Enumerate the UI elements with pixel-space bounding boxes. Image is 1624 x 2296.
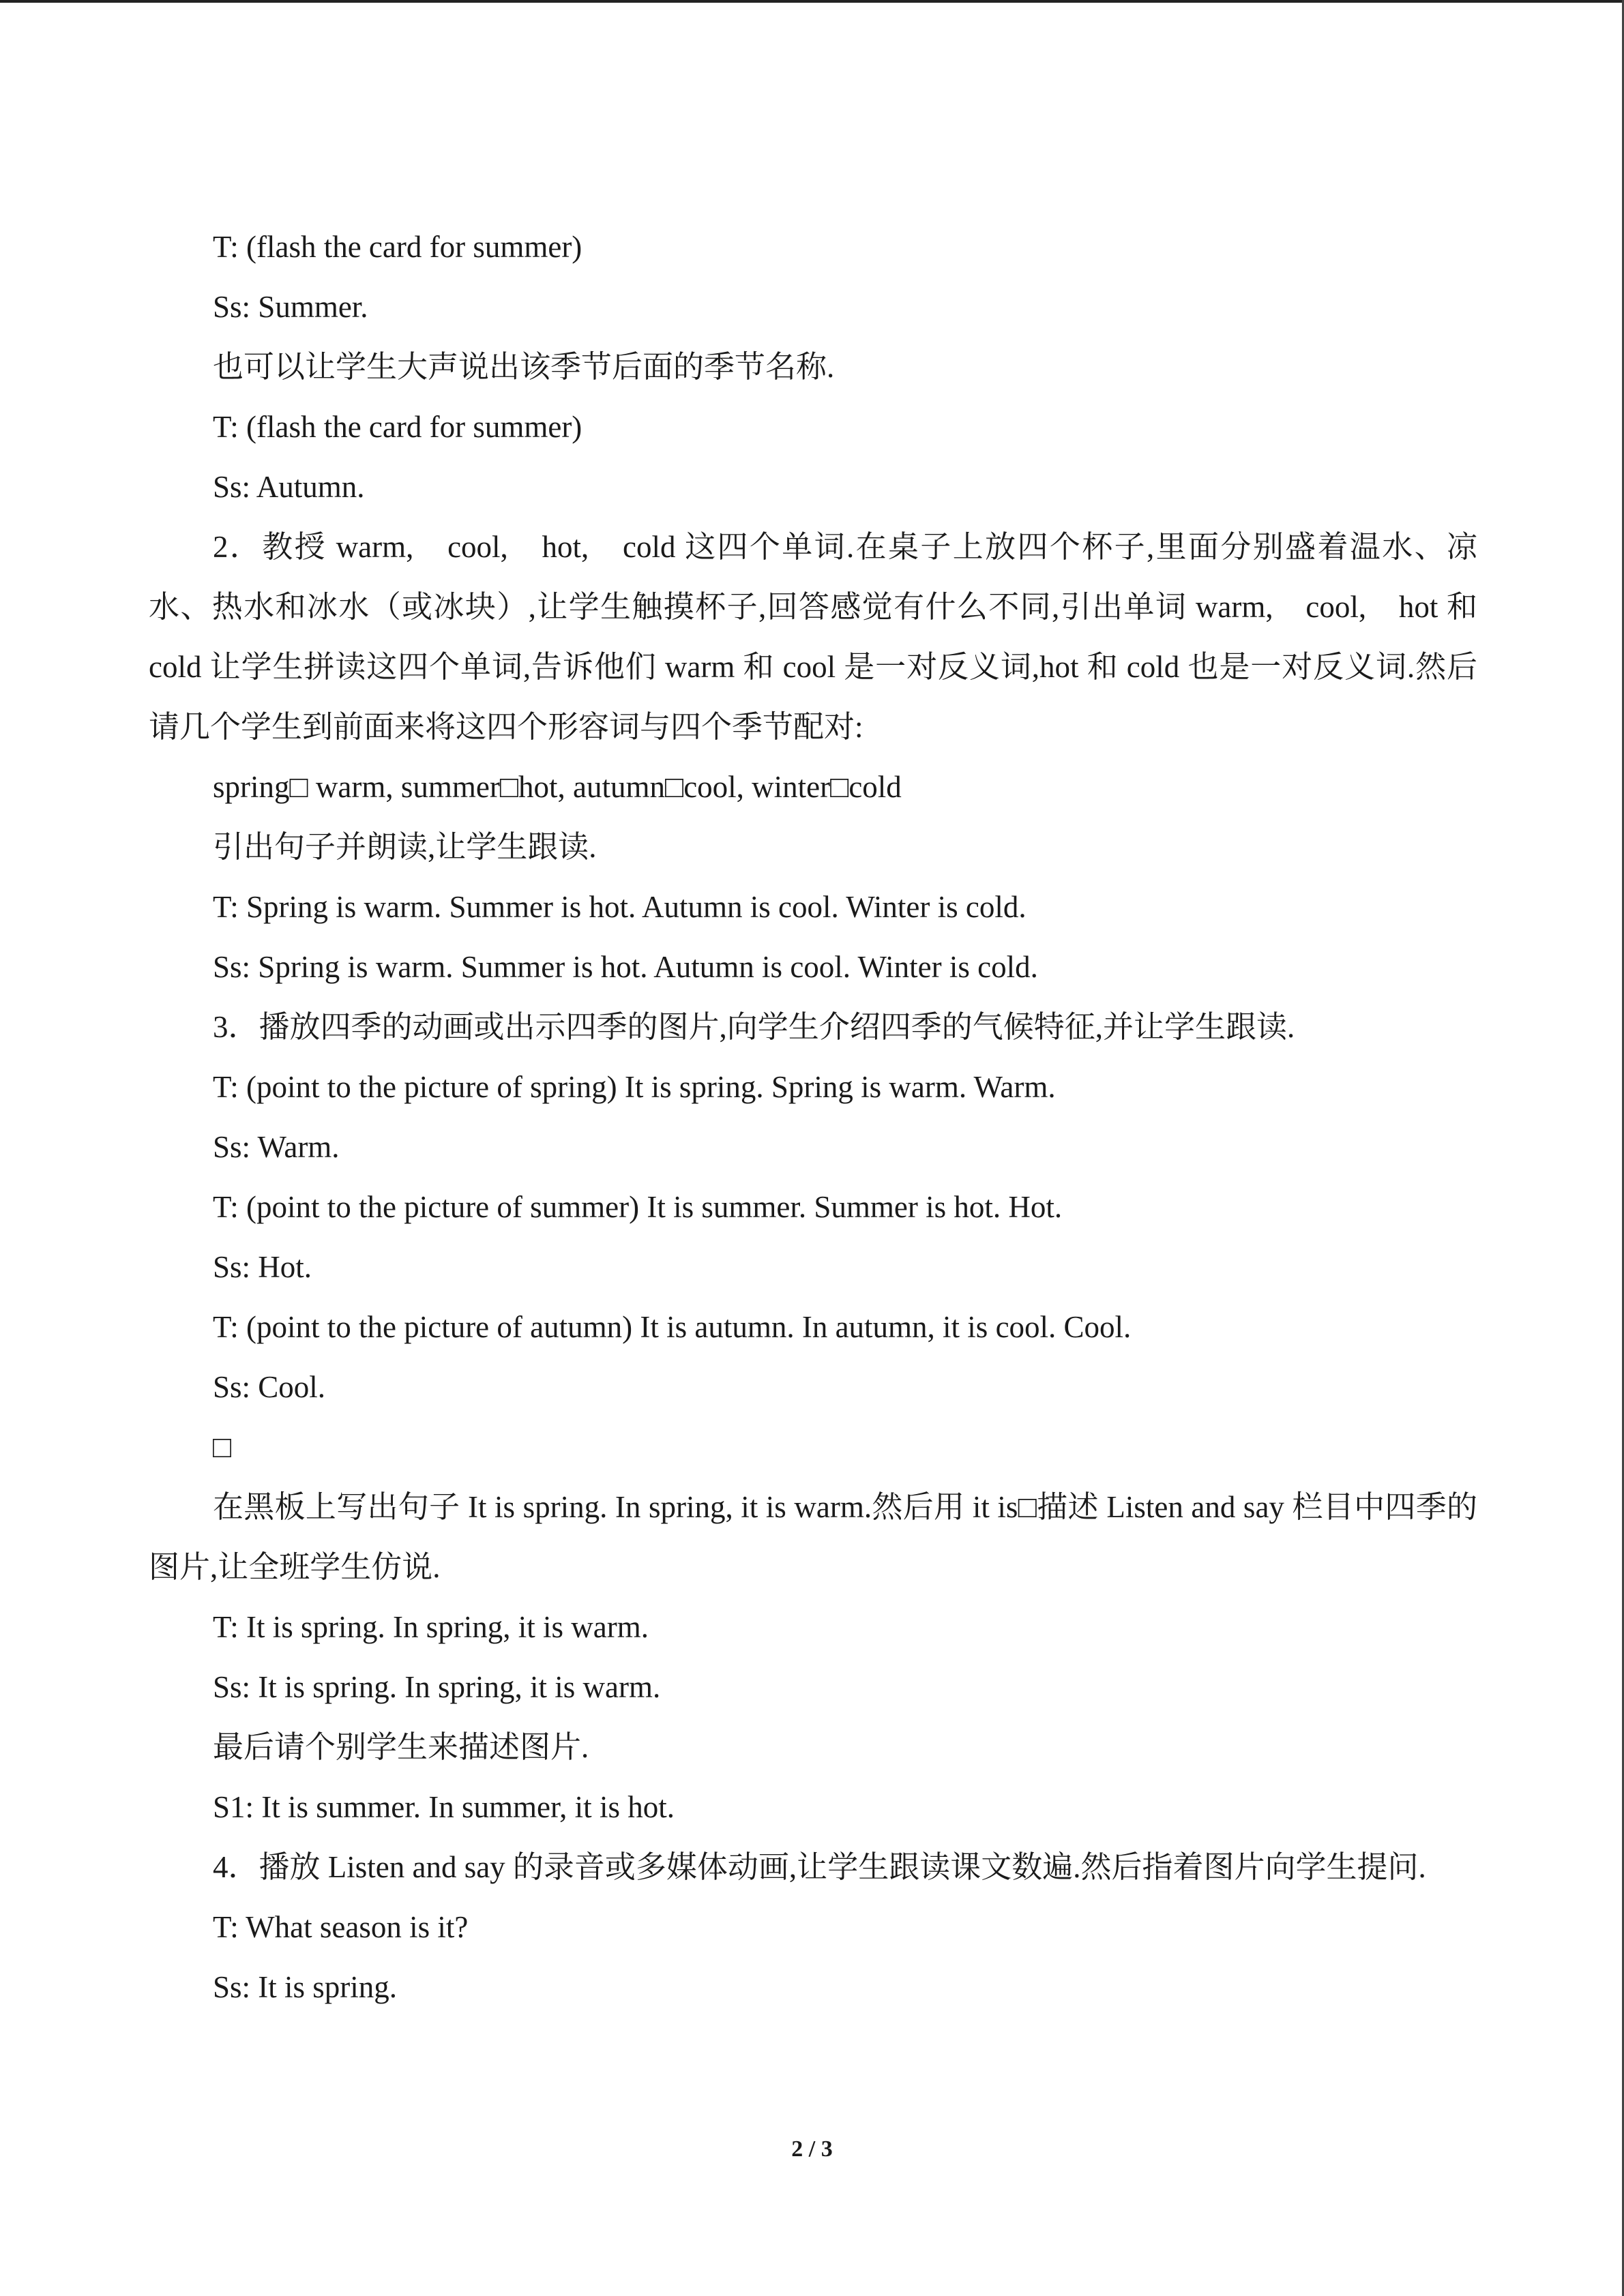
instruction-paragraph: 2．教授 warm, cool, hot, cold 这四个单词.在桌子上放四个杯子,里面分别盛着温水、凉水、热水和冰水（或冰块）,让学生触摸杯子,回答感觉有什么不同,引出单词 warm, cool, hot 和 cold 让学生拼读这四个单词,告诉他们 warm 和 cool 是一对反义词,hot 和 cold 也是一对反义词.然后请几个学生到前面来将这四个形容词与四个季节配对:	[149, 530, 1477, 744]
dialogue-line: T: (flash the card for summer)	[213, 410, 582, 444]
instruction-paragraph: 最后请个别学生来描述图片.	[213, 1730, 589, 1764]
dialogue-line: Ss: It is spring.	[213, 1970, 398, 2004]
dialogue-line: Ss: Autumn.	[213, 470, 365, 504]
instruction-paragraph: 3．播放四季的动画或出示四季的图片,向学生介绍四季的气候特征,并让学生跟读.	[213, 1010, 1295, 1044]
instruction-paragraph: 在黑板上写出句子 It is spring. In spring, it is warm.然后用 it is□描述 Listen and say 栏目中四季的图片,让全班学生仿说.	[149, 1490, 1477, 1584]
dialogue-line: T: (point to the picture of summer) It is summer. Summer is hot. Hot.	[213, 1190, 1063, 1224]
instruction-paragraph: 也可以让学生大声说出该季节后面的季节名称.	[213, 350, 835, 384]
placeholder-box-line: □	[213, 1430, 232, 1464]
dialogue-line: S1: It is summer. In summer, it is hot.	[213, 1790, 675, 1824]
dialogue-line: T: It is spring. In spring, it is warm.	[213, 1610, 649, 1644]
dialogue-line: Ss: Summer.	[213, 290, 368, 324]
dialogue-line: T: Spring is warm. Summer is hot. Autumn is cool. Winter is cold.	[213, 890, 1027, 924]
word-pairs-line: spring□ warm, summer□hot, autumn□cool, winter□cold	[213, 770, 902, 804]
dialogue-line: Ss: Hot.	[213, 1250, 312, 1284]
instruction-paragraph: 4．播放 Listen and say 的录音或多媒体动画,让学生跟读课文数遍.然后指着图片向学生提问.	[213, 1850, 1426, 1884]
dialogue-line: T: (point to the picture of spring) It is spring. Spring is warm. Warm.	[213, 1070, 1056, 1104]
document-body	[149, 217, 1477, 2017]
dialogue-line: Ss: Cool.	[213, 1370, 326, 1404]
dialogue-line: Ss: Spring is warm. Summer is hot. Autumn is cool. Winter is cold.	[213, 950, 1038, 984]
dialogue-line: Ss: It is spring. In spring, it is warm.	[213, 1670, 661, 1704]
page-top-border	[0, 0, 1624, 3]
dialogue-line: Ss: Warm.	[213, 1130, 340, 1164]
dialogue-line: T: (point to the picture of autumn) It is autumn. In autumn, it is cool. Cool.	[213, 1310, 1132, 1344]
dialogue-line: T: What season is it?	[213, 1910, 469, 1944]
page-number: 2 / 3	[791, 2136, 833, 2162]
dialogue-line: T: (flash the card for summer)	[213, 230, 582, 264]
instruction-paragraph: 引出句子并朗读,让学生跟读.	[213, 830, 597, 864]
